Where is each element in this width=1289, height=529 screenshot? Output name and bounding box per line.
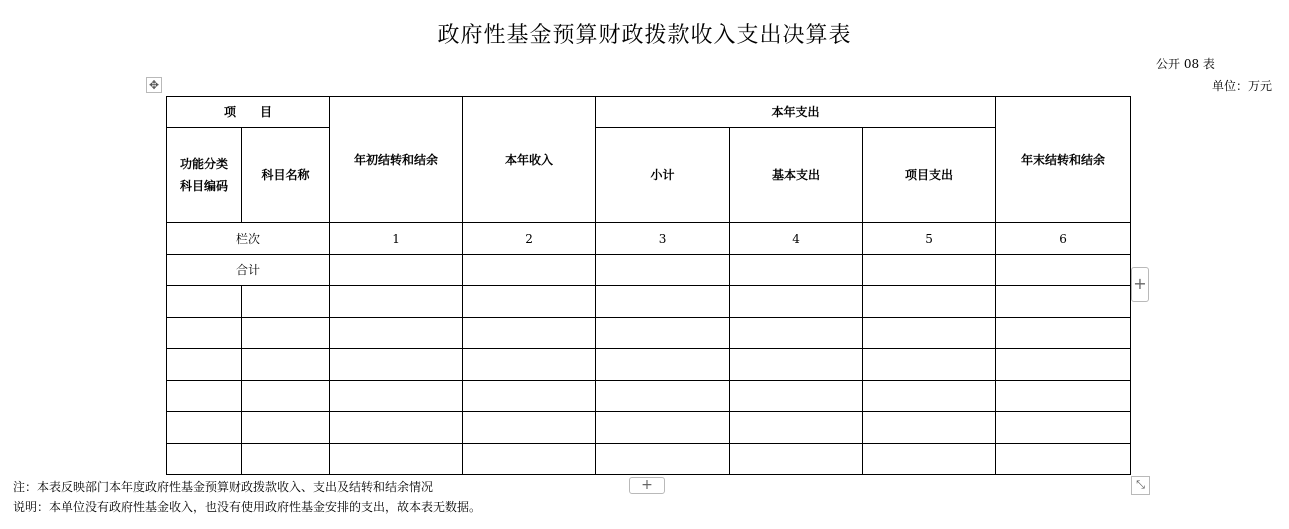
table-cell[interactable] — [596, 381, 730, 412]
table-cell[interactable] — [596, 412, 730, 444]
move-arrows-icon[interactable]: ✥ — [146, 77, 162, 93]
table-cell[interactable] — [242, 286, 330, 318]
table-cell[interactable] — [996, 349, 1131, 381]
table-cell[interactable] — [996, 286, 1131, 318]
table-cell[interactable] — [242, 318, 330, 349]
table-cell[interactable] — [996, 255, 1131, 286]
table-cell[interactable] — [167, 381, 242, 412]
header-income: 本年收入 — [463, 97, 596, 223]
unit-label: 单位：万元 — [1212, 79, 1273, 93]
header-func-code: 功能分类 科目编码 — [167, 128, 242, 223]
table-cell[interactable] — [596, 349, 730, 381]
table-row — [167, 444, 1131, 475]
table-cell[interactable] — [996, 318, 1131, 349]
table-cell[interactable] — [596, 444, 730, 475]
table-row — [167, 412, 1131, 444]
table-cell[interactable] — [463, 412, 596, 444]
table-row — [167, 286, 1131, 318]
table-cell[interactable] — [242, 381, 330, 412]
table-cell[interactable] — [863, 412, 996, 444]
header-begin-balance: 年初结转和结余 — [330, 97, 463, 223]
header-end-balance: 年末结转和结余 — [996, 97, 1131, 223]
table-cell[interactable] — [730, 444, 863, 475]
table-cell[interactable] — [863, 349, 996, 381]
column-number: 2 — [463, 223, 596, 255]
table-cell[interactable] — [330, 255, 463, 286]
table-cell[interactable] — [596, 255, 730, 286]
total-label: 合计 — [167, 255, 330, 286]
table-cell[interactable] — [463, 381, 596, 412]
table-cell[interactable] — [167, 444, 242, 475]
table-cell[interactable] — [463, 349, 596, 381]
table-cell[interactable] — [330, 412, 463, 444]
table-cell[interactable] — [167, 318, 242, 349]
table-cell[interactable] — [167, 412, 242, 444]
form-number: 公开 08 表 — [1156, 57, 1215, 71]
header-project-exp: 项目支出 — [863, 128, 996, 223]
table-cell[interactable] — [463, 444, 596, 475]
table-cell[interactable] — [242, 412, 330, 444]
table-cell[interactable] — [242, 349, 330, 381]
column-number: 5 — [863, 223, 996, 255]
table-cell[interactable] — [330, 286, 463, 318]
add-row-button[interactable]: + — [629, 477, 665, 494]
table-cell[interactable] — [863, 286, 996, 318]
header-subtotal: 小计 — [596, 128, 730, 223]
column-number: 4 — [730, 223, 863, 255]
table-cell[interactable] — [863, 381, 996, 412]
table-cell[interactable] — [996, 381, 1131, 412]
table-cell[interactable] — [730, 381, 863, 412]
column-number: 6 — [996, 223, 1131, 255]
table-cell[interactable] — [463, 318, 596, 349]
table-cell[interactable] — [167, 349, 242, 381]
column-number-row — [167, 223, 1131, 255]
column-number: 1 — [330, 223, 463, 255]
table-row — [167, 381, 1131, 412]
add-column-button[interactable]: + — [1131, 267, 1149, 302]
total-row — [167, 255, 1131, 286]
table-cell[interactable] — [167, 286, 242, 318]
table-cell[interactable] — [730, 349, 863, 381]
budget-table — [166, 96, 1131, 475]
table-cell[interactable] — [596, 318, 730, 349]
resize-diagonal-icon[interactable]: ⤡ — [1131, 476, 1150, 495]
footnote: 注：本表反映部门本年度政府性基金预算财政拨款收入、支出及结转和结余情况 — [13, 480, 434, 494]
table-cell[interactable] — [463, 255, 596, 286]
table-cell[interactable] — [863, 255, 996, 286]
page-title: 政府性基金预算财政拨款收入支出决算表 — [437, 23, 852, 48]
table-cell[interactable] — [996, 412, 1131, 444]
table-cell[interactable] — [863, 444, 996, 475]
header-basic: 基本支出 — [730, 128, 863, 223]
table-row — [167, 318, 1131, 349]
table-row — [167, 349, 1131, 381]
column-label: 栏次 — [167, 223, 330, 255]
table-cell[interactable] — [330, 444, 463, 475]
table-cell[interactable] — [242, 444, 330, 475]
table-cell[interactable] — [863, 318, 996, 349]
table-cell[interactable] — [463, 286, 596, 318]
header-project: 项 目 — [167, 97, 330, 128]
table-cell[interactable] — [730, 286, 863, 318]
table-cell[interactable] — [596, 286, 730, 318]
table-cell[interactable] — [330, 349, 463, 381]
header-subject-name: 科目名称 — [242, 128, 330, 223]
explanation-note: 说明：本单位没有政府性基金收入，也没有使用政府性基金安排的支出，故本表无数据。 — [13, 500, 482, 514]
header-expenditure: 本年支出 — [596, 97, 996, 128]
table-cell[interactable] — [996, 444, 1131, 475]
table-cell[interactable] — [730, 412, 863, 444]
table-cell[interactable] — [330, 318, 463, 349]
column-number: 3 — [596, 223, 730, 255]
table-cell[interactable] — [330, 381, 463, 412]
table-cell[interactable] — [730, 255, 863, 286]
table-cell[interactable] — [730, 318, 863, 349]
